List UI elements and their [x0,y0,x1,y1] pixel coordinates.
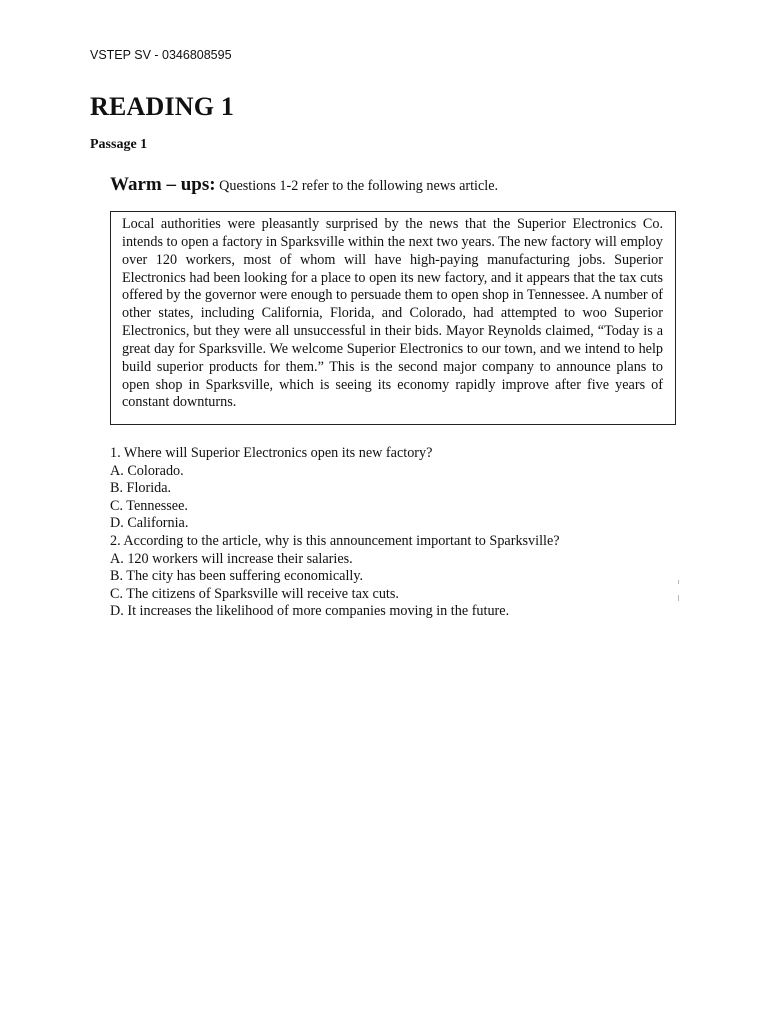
article-box: Local authorities were pleasantly surprised by the news that the Superior Electronics Co. intends to open a factory in Sparksville within the next two years. The new factory will employ over 120 workers, most of whom will have high-paying manufacturing jobs. Superior Electronics had been looking for a place to open its new factory, and it appears that the tax cuts offered by the governor were enough to persuade them to open shop in Tennessee. A number of other states, including California, Florida, and Colorado, had attempted to woo Superior Electronics, but they were all unsuccessful in their bids. Mayor Reynolds claimed, “Today is a great day for Sparksville. We welcome Superior Electronics to our town, and we intend to help build superior products for them.” This is the second major company to announce plans to open shop in Sparksville, which is seeing its economy rapidly improve after five years of constant downturns. [110,211,676,425]
answer-option: A. Colorado. [110,462,184,479]
answer-option: D. It increases the likelihood of more companies moving in the future. [110,603,510,620]
warmup-line [110,174,498,196]
scan-mark [678,580,679,584]
warmup-heading: Warm – ups: [110,174,216,195]
scan-mark [678,595,679,601]
answer-option: C. Tennessee. [110,497,188,514]
answer-option: C. The citizens of Sparksville will receive tax cuts. [110,585,399,602]
answer-option: B. Florida. [110,480,172,497]
page-title: READING 1 [90,92,235,121]
question-prompt: 2. According to the article, why is this announcement important to Sparksville? [110,532,560,549]
answer-option: B. The city has been suffering economically. [110,568,364,585]
page-header: VSTEP SV - 0346808595 [90,48,232,62]
warmup-instruction: Questions 1-2 refer to the following news article. [215,178,499,194]
answer-option: A. 120 workers will increase their salaries. [110,550,353,567]
question-prompt: 1. Where will Superior Electronics open its new factory? [110,445,433,461]
answer-option: D. California. [110,515,189,532]
passage-label: Passage 1 [90,137,148,152]
questions-section [110,445,670,621]
